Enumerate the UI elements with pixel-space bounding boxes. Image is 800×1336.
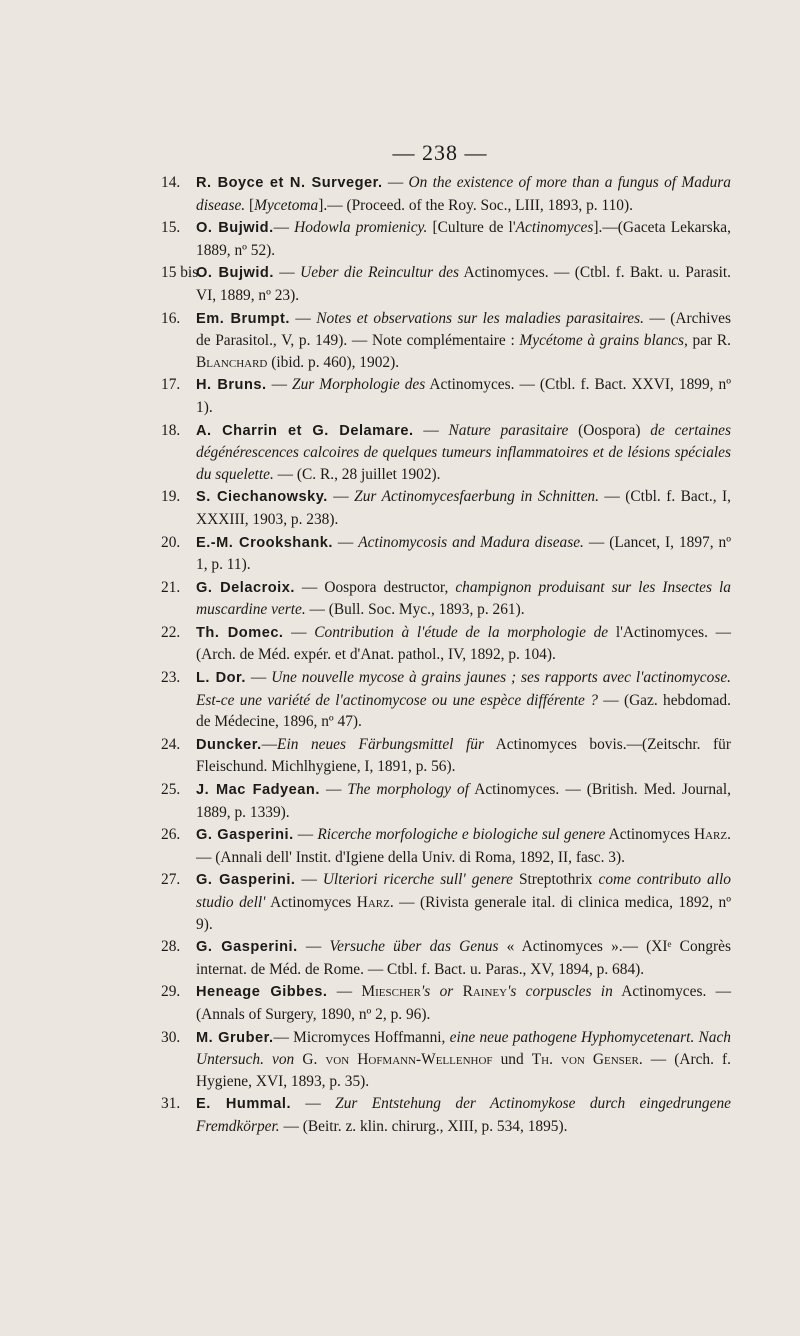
entry-citation-text: Actinomyces. — (Ctbl. f. Bact. XXVI, 1899, nº 1).	[196, 376, 732, 416]
entry-title-text: Zur Actinomycesfaerbung in Schnitten.	[354, 488, 599, 506]
entry-number: 18.	[161, 421, 181, 439]
entry-title-text: Hodowla promienicy.	[294, 219, 428, 237]
entry-number: 15 bis.	[161, 264, 203, 282]
entry-name-text: von Hofmann-Wellenhof	[325, 1051, 493, 1069]
entry-citation-text: . — (Rivista generale ital. di clinica medica, 1892, nº 9).	[196, 894, 731, 933]
entry-citation-text: und	[492, 1051, 532, 1069]
entry-title-text: Ulteriori ricerche sull' genere	[322, 871, 513, 889]
entry-author: G. Gasperini.	[196, 872, 296, 889]
entry-title-text: Une nouvelle mycose à grains jaunes ; ses rapports avec l'actinomycose. Est-ce une variété de l'actinomycose ou une espèce différente ?	[196, 669, 732, 709]
entry-author: E.-M. Crookshank.	[196, 534, 333, 551]
entry-title-text: de certaines dégénérescences calcoires de quelques tumeurs inflammatoires et de lésions spéciales du squelette.	[196, 421, 731, 483]
entry-name-text: Harz	[694, 826, 728, 844]
entry-number: 27.	[161, 871, 181, 889]
entry-citation-text: l'Actinomyces. — (Arch. de Méd. expér. et d'Anat. pathol., IV, 1892, p. 104).	[196, 623, 731, 664]
entry-title-text: The morphology of	[347, 781, 469, 799]
entry-citation-text: — (Lancet, I, 1897, nº 1, p. 11).	[196, 533, 732, 574]
entry-author: L. Dor.	[196, 670, 246, 687]
entry-author: J. Mac Fadyean.	[196, 782, 320, 799]
entry-citation-text	[453, 983, 462, 1000]
entry-citation-text: —	[327, 983, 362, 1001]
entry-title-text: Actinomyces	[515, 219, 594, 237]
entry-number: 28.	[161, 938, 181, 956]
entry-citation-text: ].—(Gaceta Lekarska, 1889, nº 52).	[196, 219, 731, 259]
entry-citation-text: —	[261, 735, 278, 753]
bibliography-entry	[163, 824, 731, 868]
entry-citation-text: — (Ctbl. f. Bact., I, XXXIII, 1903, p. 238).	[196, 488, 731, 528]
bibliography-entry	[163, 262, 731, 306]
entry-number: 16.	[161, 309, 181, 327]
entry-number: 15.	[161, 219, 181, 237]
entry-citation-text: —	[291, 1095, 336, 1113]
entry-title-text: Ein neues Färbungsmittel für	[277, 735, 484, 753]
entry-citation-text: —	[289, 309, 317, 327]
bibliography-entry	[163, 577, 731, 621]
entry-title-text: 's corpuscles in	[507, 983, 613, 1001]
entry-title-text: Zur Entstehung der Actinomykose durch eingedrungene Fremdkörper.	[196, 1095, 731, 1135]
entry-citation-text: — (Gaz. hebdomad. de Médecine, 1896, nº 47).	[196, 691, 731, 731]
entry-citation-text: Actinomyces	[605, 826, 694, 844]
bibliography-entry	[163, 172, 731, 216]
entry-author: R. Boyce et N. Surveger.	[196, 175, 383, 191]
bibliography-entry	[163, 486, 731, 530]
bibliography-entry	[163, 308, 731, 374]
entry-citation-text: —	[327, 488, 355, 506]
entry-title-text: Ueber die Reincultur des	[300, 264, 459, 282]
entry-citation-text: — (Archives de Parasitol., V, p. 149). — Note complémentaire :	[196, 309, 731, 350]
entry-number: 26.	[161, 826, 181, 844]
entry-citation-text: (Oospora)	[568, 421, 651, 439]
entry-citation-text: —	[245, 669, 272, 687]
entry-citation-text: —	[295, 871, 323, 889]
entry-author: G. Delacroix.	[196, 579, 295, 596]
entry-name-text: Harz	[356, 894, 390, 911]
bibliography-entry	[163, 667, 731, 733]
entry-citation-text: [Culture de l'	[427, 219, 516, 237]
entry-number: 21.	[161, 578, 181, 596]
entry-citation-text: —	[332, 533, 359, 551]
bibliography-entry	[163, 1027, 731, 1093]
entry-citation-text: « Actinomyces ».— (XIᵉ Congrès internat. de Méd. de Rome. — Ctbl. f. Bact. u. Paras., XV, 1894, p. 684).	[196, 938, 731, 978]
bibliography-entry	[163, 734, 731, 778]
entry-citation-text: —	[297, 938, 330, 956]
entry-title-text: Mycetoma	[254, 196, 319, 214]
entry-citation-text: Actinomyces. — (Ctbl. f. Bakt. u. Parasit. VI, 1889, nº 23).	[196, 264, 731, 304]
entry-citation-text: —	[382, 174, 409, 191]
entry-name-text: Miescher	[361, 983, 421, 1001]
entry-citation-text: —	[413, 421, 449, 439]
entry-author: G. Gasperini.	[196, 939, 298, 956]
entry-citation-text: . — (Arch. f. Hygiene, XVI, 1893, p. 35).	[196, 1051, 732, 1090]
entry-number: 31.	[161, 1095, 181, 1113]
entry-number: 24.	[161, 735, 181, 753]
entry-name-text: Blanchard	[196, 353, 268, 371]
entry-number: 19.	[161, 488, 181, 506]
entry-number: 29.	[161, 983, 181, 1001]
entry-title-text: or	[439, 983, 454, 1001]
entry-citation-text: par R.	[687, 332, 731, 350]
entry-title-text: champignon produisant sur les Insectes la muscardine verte.	[196, 578, 731, 619]
entry-author: O. Bujwid.	[196, 265, 274, 282]
entry-title-text: Notes et observations sur les maladies parasitaires.	[316, 309, 644, 327]
entry-citation-text: —	[319, 781, 348, 799]
entry-number: 25.	[161, 781, 181, 799]
entry-citation-text: — Oospora destructor,	[294, 578, 456, 596]
entry-number: 17.	[161, 376, 181, 394]
bibliography-entry	[163, 869, 731, 935]
entry-author: S. Ciechanowsky.	[196, 489, 328, 506]
entry-citation-text: —	[273, 219, 295, 237]
entry-citation-text: G.	[294, 1051, 326, 1069]
entry-title-text: come contributo allo studio dell'	[196, 871, 731, 911]
entry-author: A. Charrin et G. Delamare.	[196, 422, 414, 439]
entry-title-text: eine neue pathogene Hyphomycetenart. Nach Untersuch. von	[196, 1028, 731, 1069]
entry-author: O. Bujwid.	[196, 220, 274, 237]
entry-citation-text: Actinomyces bovis.—(Zeitschr. für Fleischund. Michlhygiene, I, 1891, p. 56).	[196, 735, 732, 776]
entry-author: Em. Brumpt.	[196, 310, 290, 327]
bibliography-entry	[163, 420, 731, 486]
entry-author: Heneage Gibbes.	[196, 984, 328, 1001]
entry-citation-text: Actinomyces. — (British. Med. Journal, 1889, p. 1339).	[196, 781, 731, 821]
bibliography-entry	[163, 1093, 731, 1137]
entry-name-text: Th. von Genser	[531, 1051, 639, 1069]
entry-title-text: 's	[420, 983, 440, 1001]
entry-citation-text: —	[283, 623, 315, 641]
bibliography-entry	[163, 981, 731, 1025]
entry-citation-text: ].— (Proceed. of the Roy. Soc., LIII, 1893, p. 110).	[318, 196, 633, 214]
entry-citation-text: Actinomyces. — (Annals of Surgery, 1890, nº 2, p. 96).	[196, 983, 732, 1023]
entry-number: 20.	[161, 533, 181, 551]
entry-title-text: Ricerche morfologiche e biologiche sul genere	[317, 826, 606, 844]
entry-title-text: Versuche über das Genus	[329, 938, 499, 956]
entry-number: 30.	[161, 1028, 181, 1046]
entry-citation-text: —	[293, 826, 318, 844]
bibliography-entry	[163, 779, 731, 823]
entry-author: G. Gasperini.	[196, 827, 294, 844]
entry-citation-text: (ibid. p. 460), 1902).	[267, 353, 400, 371]
entry-citation-text: [	[245, 196, 255, 214]
entry-author: M. Gruber.	[196, 1029, 274, 1046]
entry-citation-text: — Micromyces Hoffmanni,	[273, 1028, 450, 1046]
page-number: — 238 —	[392, 140, 488, 165]
entry-author: Th. Domec.	[196, 624, 284, 641]
entry-author: E. Hummal.	[196, 1096, 291, 1113]
entry-citation-text: —	[266, 376, 293, 394]
entry-citation-text: Streptothrix	[513, 871, 599, 889]
entry-title-text: Actinomycosis and Madura disease.	[358, 533, 584, 551]
bibliography-list	[163, 172, 731, 1139]
entry-author: H. Bruns.	[196, 377, 267, 394]
entry-title-text: Zur Morphologie des	[292, 376, 426, 394]
entry-title-text: On the existence of more than a fungus of Madura disease.	[196, 174, 731, 214]
entry-title-text: Contribution à l'étude de la morphologie de	[314, 623, 609, 641]
entry-number: 23.	[161, 669, 181, 687]
entry-name-text: Rainey	[462, 983, 508, 1001]
bibliography-entry	[163, 936, 731, 980]
bibliography-entry	[163, 532, 731, 576]
entry-number: 14.	[161, 174, 181, 191]
entry-title-text: Mycétome à grains blancs,	[519, 332, 688, 350]
bibliography-entry	[163, 374, 731, 418]
entry-citation-text: — (Bull. Soc. Myc., 1893, p. 261).	[305, 601, 525, 619]
entry-citation-text: . — (Annali dell' Instit. d'Igiene della Univ. di Roma, 1892, II, fasc. 3).	[196, 826, 731, 866]
entry-number: 22.	[161, 623, 181, 641]
entry-citation-text: —	[273, 264, 301, 282]
entry-citation-text: — (C. R., 28 juillet 1902).	[273, 465, 441, 483]
bibliography-entry	[163, 217, 731, 261]
entry-citation-text: — (Beitr. z. klin. chirurg., XIII, p. 534, 1895).	[279, 1117, 568, 1135]
entry-author: Duncker.	[196, 736, 262, 753]
bibliography-entry	[163, 622, 731, 666]
entry-title-text: Nature parasitaire	[448, 421, 569, 439]
entry-citation-text: Actinomyces	[265, 894, 357, 911]
